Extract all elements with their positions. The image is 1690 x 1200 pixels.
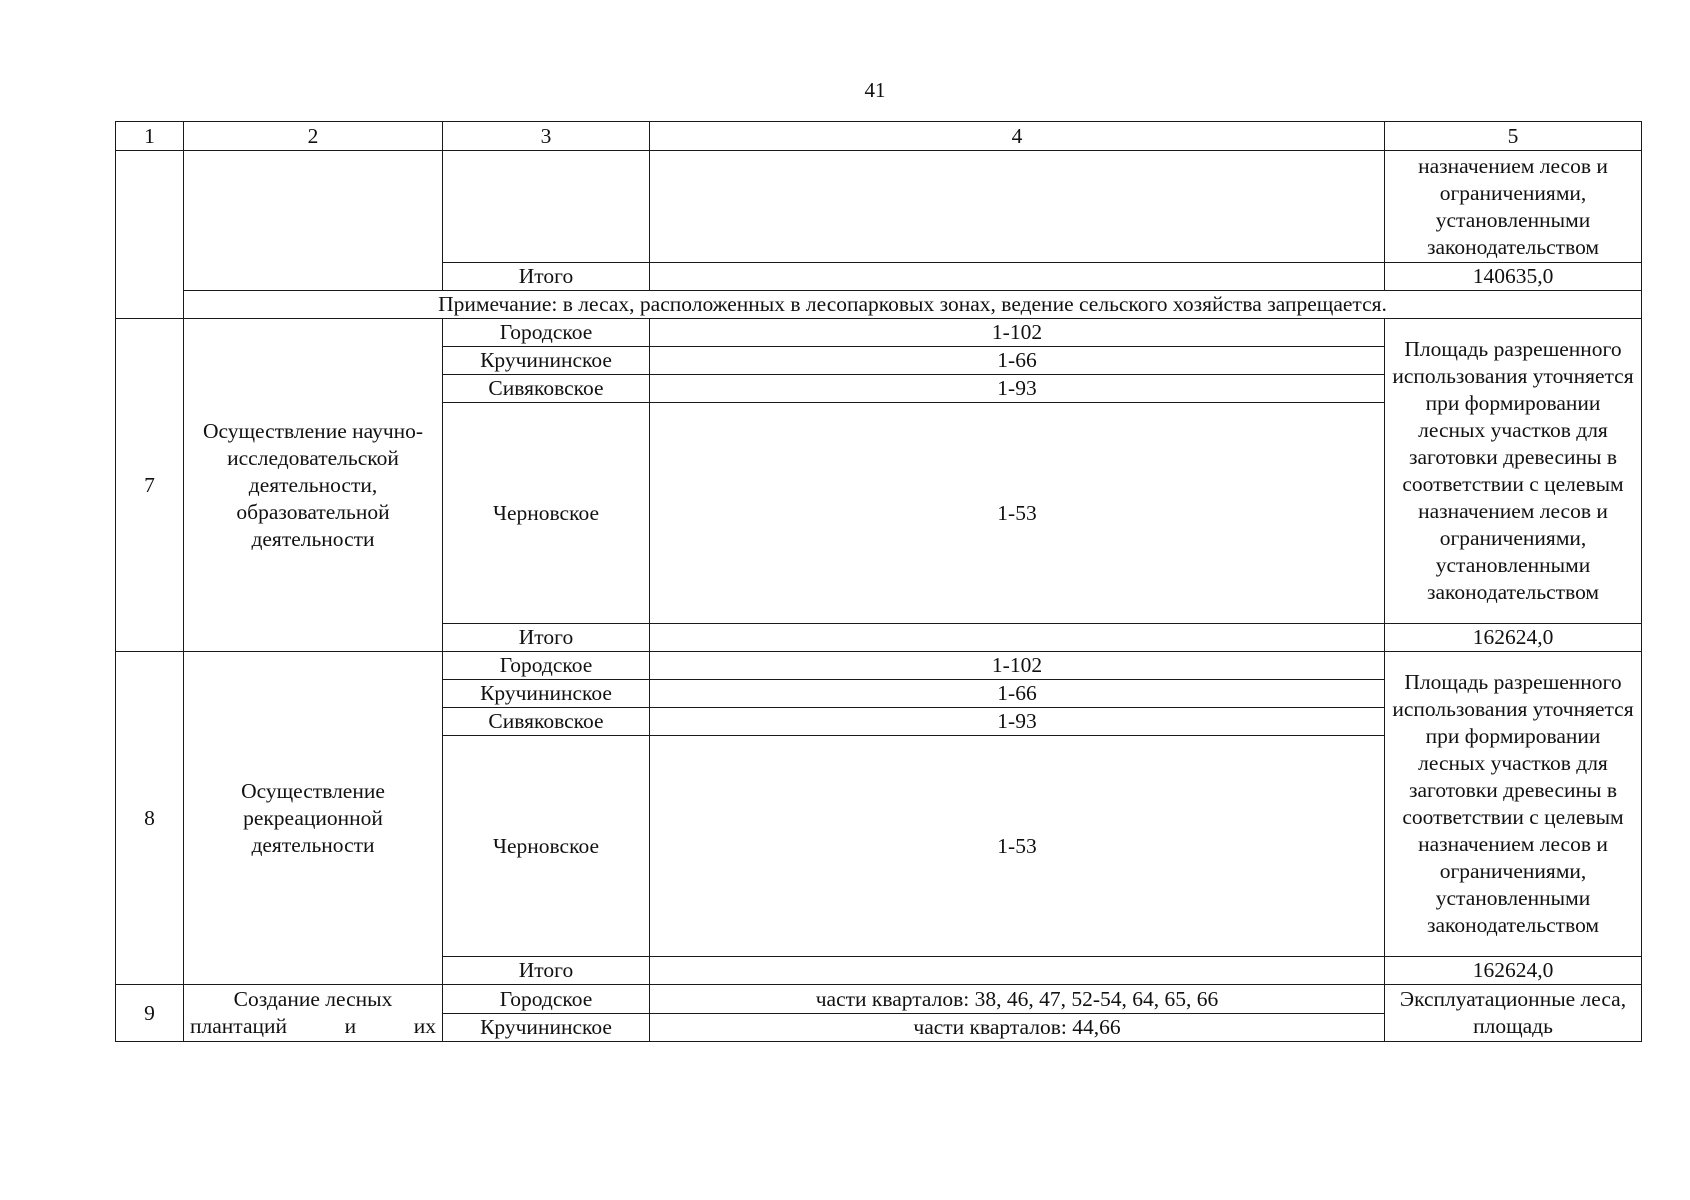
area-note-cell: Эксплуатационные леса, площадь (1385, 985, 1642, 1042)
itogo-value: 140635,0 (1385, 263, 1642, 291)
header-cell: 1 (116, 122, 184, 151)
header-cell: 2 (184, 122, 443, 151)
quarters-cell: части кварталов: 38, 46, 47, 52-54, 64, 65, 66 (650, 985, 1385, 1014)
note-row (116, 291, 1642, 319)
header-row (116, 122, 1642, 151)
quarters-cell: части кварталов: 44,66 (650, 1014, 1385, 1042)
quarters-cell: 1-93 (650, 375, 1385, 403)
quarters-cell (650, 957, 1385, 985)
forestry-cell: Городское (443, 985, 650, 1014)
forestry-cell: Сивяковское (443, 708, 650, 736)
itogo-label: Итого (443, 957, 650, 985)
table-row (116, 319, 1642, 347)
page-number: 41 (864, 78, 886, 102)
row-number: 9 (116, 985, 184, 1042)
quarters-cell: 1-93 (650, 708, 1385, 736)
forestry-cell: Кручининское (443, 1014, 650, 1042)
quarters-cell (650, 151, 1385, 263)
forestry-cell: Городское (443, 652, 650, 680)
note-text: Примечание: в лесах, расположенных в лесопарковых зонах, ведение сельского хозяйства запрещается. (184, 291, 1642, 319)
area-note-cell: Площадь разрешенного использования уточняется при формировании лесных участков для заготовки древесины в соответствии с целевым назначением лесов и ограничениями, установленными законодательством (1385, 319, 1642, 624)
quarters-cell (650, 263, 1385, 291)
forestry-cell: Черновское (443, 736, 650, 957)
activity-cell (184, 151, 443, 291)
area-note-cell: Площадь разрешенного использования уточняется при формировании лесных участков для заготовки древесины в соответствии с целевым назначением лесов и ограничениями, установленными законодательством (1385, 652, 1642, 957)
row-number-cell (116, 151, 184, 319)
area-note-cell: назначением лесов и ограничениями, установленными законодательством (1385, 151, 1642, 263)
header-cell: 4 (650, 122, 1385, 151)
quarters-cell: 1-102 (650, 319, 1385, 347)
table-row (116, 652, 1642, 680)
itogo-value: 162624,0 (1385, 624, 1642, 652)
row-number: 8 (116, 652, 184, 985)
table-row (116, 151, 1642, 263)
itogo-label: Итого (443, 263, 650, 291)
forestry-cell: Черновское (443, 403, 650, 624)
forest-use-table (115, 121, 1642, 1042)
quarters-cell: 1-66 (650, 347, 1385, 375)
itogo-value: 162624,0 (1385, 957, 1642, 985)
activity-cell: Осуществление рекреационной деятельности (184, 652, 443, 985)
quarters-cell: 1-66 (650, 680, 1385, 708)
forestry-cell (443, 151, 650, 263)
quarters-cell (650, 624, 1385, 652)
forestry-cell: Сивяковское (443, 375, 650, 403)
header-cell: 3 (443, 122, 650, 151)
activity-cell: Создание лесных плантаций и их (184, 985, 443, 1042)
quarters-cell: 1-53 (650, 403, 1385, 624)
forestry-cell: Городское (443, 319, 650, 347)
quarters-cell: 1-53 (650, 736, 1385, 957)
quarters-cell: 1-102 (650, 652, 1385, 680)
header-cell: 5 (1385, 122, 1642, 151)
table-row (116, 985, 1642, 1014)
forestry-cell: Кручининское (443, 347, 650, 375)
forestry-cell: Кручининское (443, 680, 650, 708)
row-number: 7 (116, 319, 184, 652)
itogo-label: Итого (443, 624, 650, 652)
activity-cell: Осуществление научно-исследовательской деятельности, образовательной деятельности (184, 319, 443, 652)
